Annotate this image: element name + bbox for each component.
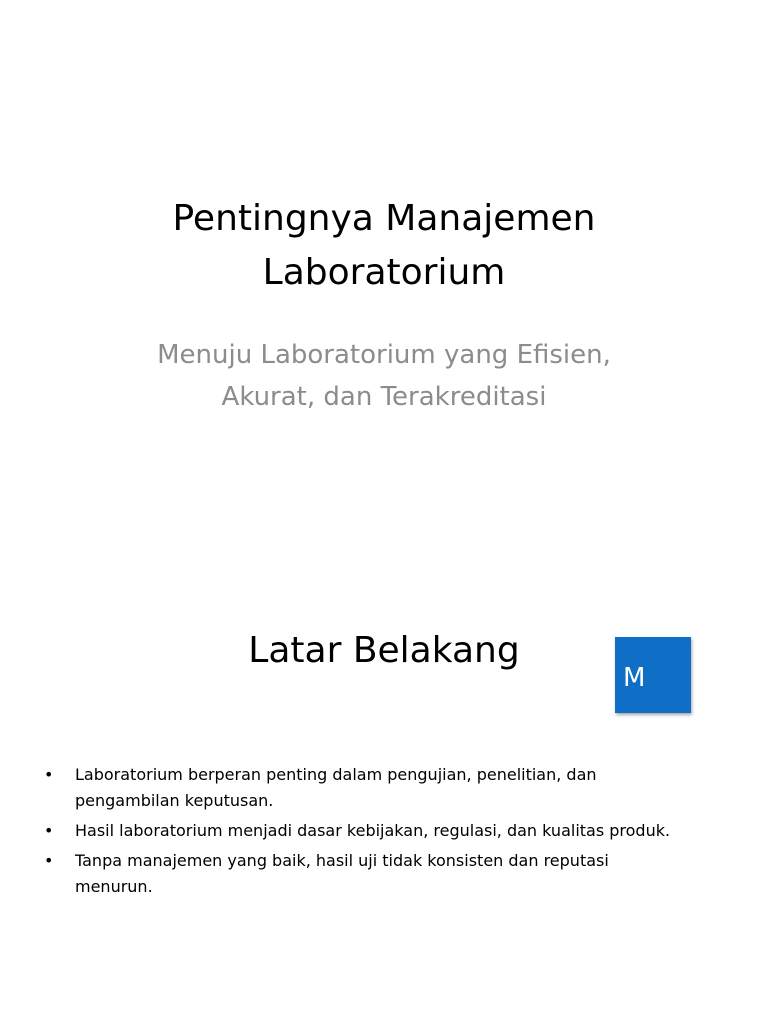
- slide-title: [84, 192, 684, 300]
- bullet-text-line-2: menurun.: [75, 877, 153, 896]
- bullet-text-line-1: Tanpa manajemen yang baik, hasil uji tidak konsisten dan reputasi: [75, 851, 609, 870]
- slide-subtitle: [84, 334, 684, 418]
- slide-title-line-1: Pentingnya Manajemen: [172, 198, 596, 239]
- bullet-text-line-2: pengambilan keputusan.: [75, 791, 274, 810]
- bullet-icon: •: [44, 851, 54, 870]
- logo-letter: M: [623, 663, 646, 693]
- list-item: [44, 848, 734, 900]
- m-logo-icon: [615, 637, 691, 713]
- list-item: [44, 818, 734, 844]
- bullet-text-line-1: Laboratorium berperan penting dalam pengujian, penelitian, dan: [75, 765, 597, 784]
- section-heading: Latar Belakang: [248, 630, 520, 671]
- bullet-list: [44, 762, 734, 904]
- list-item: [44, 762, 734, 814]
- slide-title-line-2: Laboratorium: [262, 252, 506, 293]
- bullet-text-line-1: Hasil laboratorium menjadi dasar kebijakan, regulasi, dan kualitas produk.: [75, 821, 671, 840]
- bullet-icon: •: [44, 821, 54, 840]
- slide-subtitle-line-2: Akurat, dan Terakreditasi: [221, 382, 547, 412]
- bullet-icon: •: [44, 765, 54, 784]
- background-slide: [0, 576, 768, 1024]
- slide-subtitle-line-1: Menuju Laboratorium yang Efisien,: [157, 340, 611, 370]
